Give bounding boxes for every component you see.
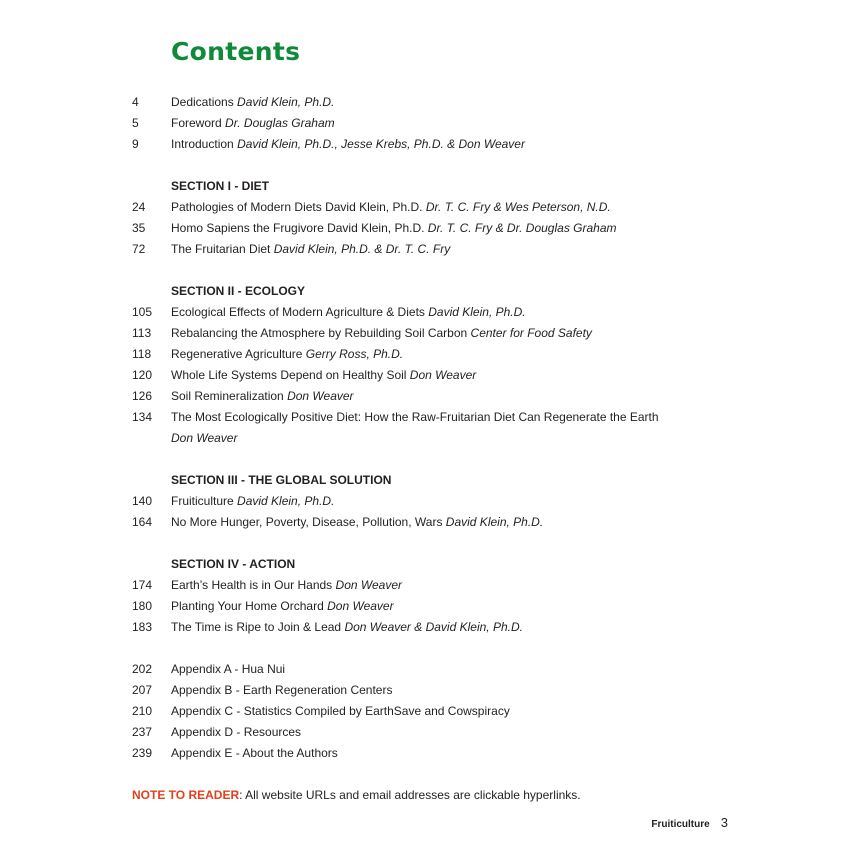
- toc-page-number: 164: [132, 515, 153, 529]
- toc-spacer: [0, 533, 846, 554]
- toc-entry-line: [171, 113, 335, 134]
- toc-entry[interactable]: [0, 701, 846, 722]
- toc-entry[interactable]: [0, 197, 846, 218]
- toc-section-heading: [0, 176, 846, 197]
- toc-page-number: 72: [132, 242, 146, 256]
- toc-entry[interactable]: [0, 722, 846, 743]
- toc-entry-title: Fruiticulture: [171, 494, 234, 508]
- toc-entry-line: [171, 302, 526, 323]
- toc-entry[interactable]: [0, 365, 846, 386]
- toc-page-number: 207: [132, 683, 153, 697]
- section-heading-text: SECTION II - ECOLOGY: [171, 284, 306, 298]
- toc-entry-line: [171, 344, 403, 365]
- toc-entry-author: David Klein, Ph.D.: [237, 494, 335, 508]
- toc-entry-author: Don Weaver: [335, 578, 403, 592]
- toc-entry[interactable]: [0, 239, 846, 260]
- toc-entry[interactable]: [0, 407, 846, 428]
- toc-entry[interactable]: [0, 617, 846, 638]
- toc-entry[interactable]: [0, 134, 846, 155]
- toc-spacer: [0, 638, 846, 659]
- toc-entry-author: David Klein, Ph.D. & Dr. T. C. Fry: [273, 242, 451, 256]
- toc-entry[interactable]: [0, 680, 846, 701]
- toc-page-number: 237: [132, 725, 153, 739]
- toc-page-number: 202: [132, 662, 153, 676]
- toc-page-number: 9: [132, 137, 139, 151]
- toc-entry-author: Don Weaver: [171, 431, 238, 445]
- toc-entry-line: [171, 596, 394, 617]
- toc-page-number: 113: [132, 326, 152, 340]
- toc-page-number: 35: [132, 221, 146, 235]
- toc-entry-author: Don Weaver: [409, 368, 477, 382]
- toc-section-heading: [0, 554, 846, 575]
- toc-entry-line: [171, 92, 334, 113]
- toc-entry-author: David Klein, Ph.D.: [237, 95, 335, 109]
- toc-entry-author: Gerry Ross, Ph.D.: [305, 347, 404, 361]
- table-of-contents: [0, 92, 846, 764]
- toc-entry-title: Appendix C - Statistics Compiled by EarthSave and Cowspiracy: [171, 704, 510, 718]
- toc-entry-line: [171, 680, 392, 701]
- toc-entry-line: [171, 197, 611, 218]
- toc-entry-author: Don Weaver: [287, 389, 354, 403]
- toc-entry-author: Don Weaver & David Klein, Ph.D.: [344, 620, 523, 634]
- section-heading-text: SECTION IV - ACTION: [171, 557, 296, 571]
- section-heading-text: SECTION III - THE GLOBAL SOLUTION: [171, 473, 392, 487]
- toc-entry-author: Dr. Douglas Graham: [225, 116, 335, 130]
- toc-entry-author: Dr. T. C. Fry & Dr. Douglas Graham: [427, 221, 617, 235]
- toc-entry-line: [171, 575, 402, 596]
- toc-page-number: 134: [132, 410, 153, 424]
- note-label: NOTE TO READER: [132, 788, 240, 802]
- toc-entry[interactable]: [0, 344, 846, 365]
- toc-entry-title: Appendix D - Resources: [171, 725, 302, 739]
- toc-entry[interactable]: [0, 113, 846, 134]
- footer-book-title: Fruiticulture: [651, 819, 710, 830]
- toc-entry-line: [171, 323, 592, 344]
- toc-entry-line: [171, 365, 476, 386]
- toc-entry-title: No More Hunger, Poverty, Disease, Pollution, Wars: [171, 515, 443, 529]
- toc-entry-line: [171, 386, 354, 407]
- toc-entry-author: Don Weaver: [327, 599, 394, 613]
- toc-entry[interactable]: [0, 659, 846, 680]
- toc-entry-title: Appendix A - Hua Nui: [171, 662, 286, 676]
- toc-entry-title: Rebalancing the Atmosphere by Rebuilding Soil Carbon: [171, 326, 468, 340]
- toc-entry-line: [171, 407, 659, 428]
- toc-spacer: [0, 155, 846, 176]
- toc-page-number: 210: [132, 704, 153, 718]
- toc-entry-line: [171, 428, 237, 449]
- toc-spacer: [0, 449, 846, 470]
- toc-entry-title: Ecological Effects of Modern Agriculture & Diets: [171, 305, 425, 319]
- toc-entry-line: [171, 659, 285, 680]
- toc-entry-author: Center for Food Safety: [470, 326, 592, 340]
- toc-entry-title: The Time is Ripe to Join & Lead: [171, 620, 342, 634]
- toc-entry-title: The Fruitarian Diet: [171, 242, 271, 256]
- toc-entry[interactable]: [0, 386, 846, 407]
- toc-page-number: 118: [132, 347, 152, 361]
- toc-entry-line: [171, 722, 301, 743]
- toc-entry[interactable]: [0, 491, 846, 512]
- toc-entry-line: [171, 701, 510, 722]
- note-text: : All website URLs and email addresses are clickable hyperlinks.: [239, 788, 581, 802]
- page-title: Contents: [171, 37, 301, 66]
- toc-entry-title: Dedications: [171, 95, 234, 109]
- toc-entry-line: [171, 491, 334, 512]
- toc-entry-author: David Klein, Ph.D., Jesse Krebs, Ph.D. & Don Weaver: [237, 137, 525, 151]
- toc-entry-line: [171, 218, 617, 239]
- toc-page-number: 4: [132, 95, 139, 109]
- toc-page-number: 174: [132, 578, 153, 592]
- toc-entry-title: Planting Your Home Orchard: [171, 599, 324, 613]
- footer-page-number: 3: [720, 815, 728, 830]
- toc-entry-title: Soil Remineralization: [171, 389, 284, 403]
- page-footer: [651, 814, 728, 834]
- toc-section-heading: [0, 470, 846, 491]
- toc-entry-line: [171, 239, 450, 260]
- toc-page-number: 239: [132, 746, 153, 760]
- toc-entry-title: Appendix E - About the Authors: [171, 746, 338, 760]
- toc-entry[interactable]: [0, 92, 846, 113]
- toc-entry[interactable]: [0, 428, 846, 449]
- toc-entry[interactable]: [0, 218, 846, 239]
- section-heading-text: SECTION I - DIET: [171, 179, 270, 193]
- toc-entry-author: David Klein, Ph.D.: [445, 515, 544, 529]
- toc-entry-title: Whole Life Systems Depend on Healthy Soil: [171, 368, 407, 382]
- toc-section-heading: [0, 281, 846, 302]
- toc-entry-title: The Most Ecologically Positive Diet: How the Raw-Fruitarian Diet Can Regenerate the Earth: [171, 410, 659, 424]
- toc-entry-title: Introduction: [171, 137, 234, 151]
- toc-page-number: 126: [132, 389, 153, 403]
- toc-page-number: 5: [132, 116, 139, 130]
- note-to-reader: [132, 785, 581, 806]
- toc-entry-line: [171, 617, 523, 638]
- toc-entry-title: Appendix B - Earth Regeneration Centers: [171, 683, 393, 697]
- toc-entry-line: [171, 512, 543, 533]
- toc-entry[interactable]: [0, 302, 846, 323]
- toc-entry-title: Homo Sapiens the Frugivore David Klein, Ph.D.: [171, 221, 425, 235]
- toc-entry[interactable]: [0, 743, 846, 764]
- toc-page-number: 120: [132, 368, 153, 382]
- toc-page-number: 180: [132, 599, 153, 613]
- toc-entry-title: Regenerative Agriculture: [171, 347, 303, 361]
- toc-page-number: 105: [132, 305, 153, 319]
- toc-entry-title: Foreword: [171, 116, 222, 130]
- toc-page-number: 24: [132, 200, 146, 214]
- toc-entry-title: Pathologies of Modern Diets David Klein, Ph.D.: [171, 200, 423, 214]
- toc-entry[interactable]: [0, 575, 846, 596]
- toc-entry-line: [171, 134, 525, 155]
- toc-page-number: 183: [132, 620, 153, 634]
- toc-entry-author: Dr. T. C. Fry & Wes Peterson, N.D.: [425, 200, 611, 214]
- toc-entry[interactable]: [0, 596, 846, 617]
- toc-entry-author: David Klein, Ph.D.: [428, 305, 526, 319]
- toc-spacer: [0, 260, 846, 281]
- toc-entry[interactable]: [0, 512, 846, 533]
- toc-page-number: 140: [132, 494, 153, 508]
- toc-entry-line: [171, 743, 338, 764]
- toc-entry[interactable]: [0, 323, 846, 344]
- toc-entry-title: Earth’s Health is in Our Hands: [171, 578, 333, 592]
